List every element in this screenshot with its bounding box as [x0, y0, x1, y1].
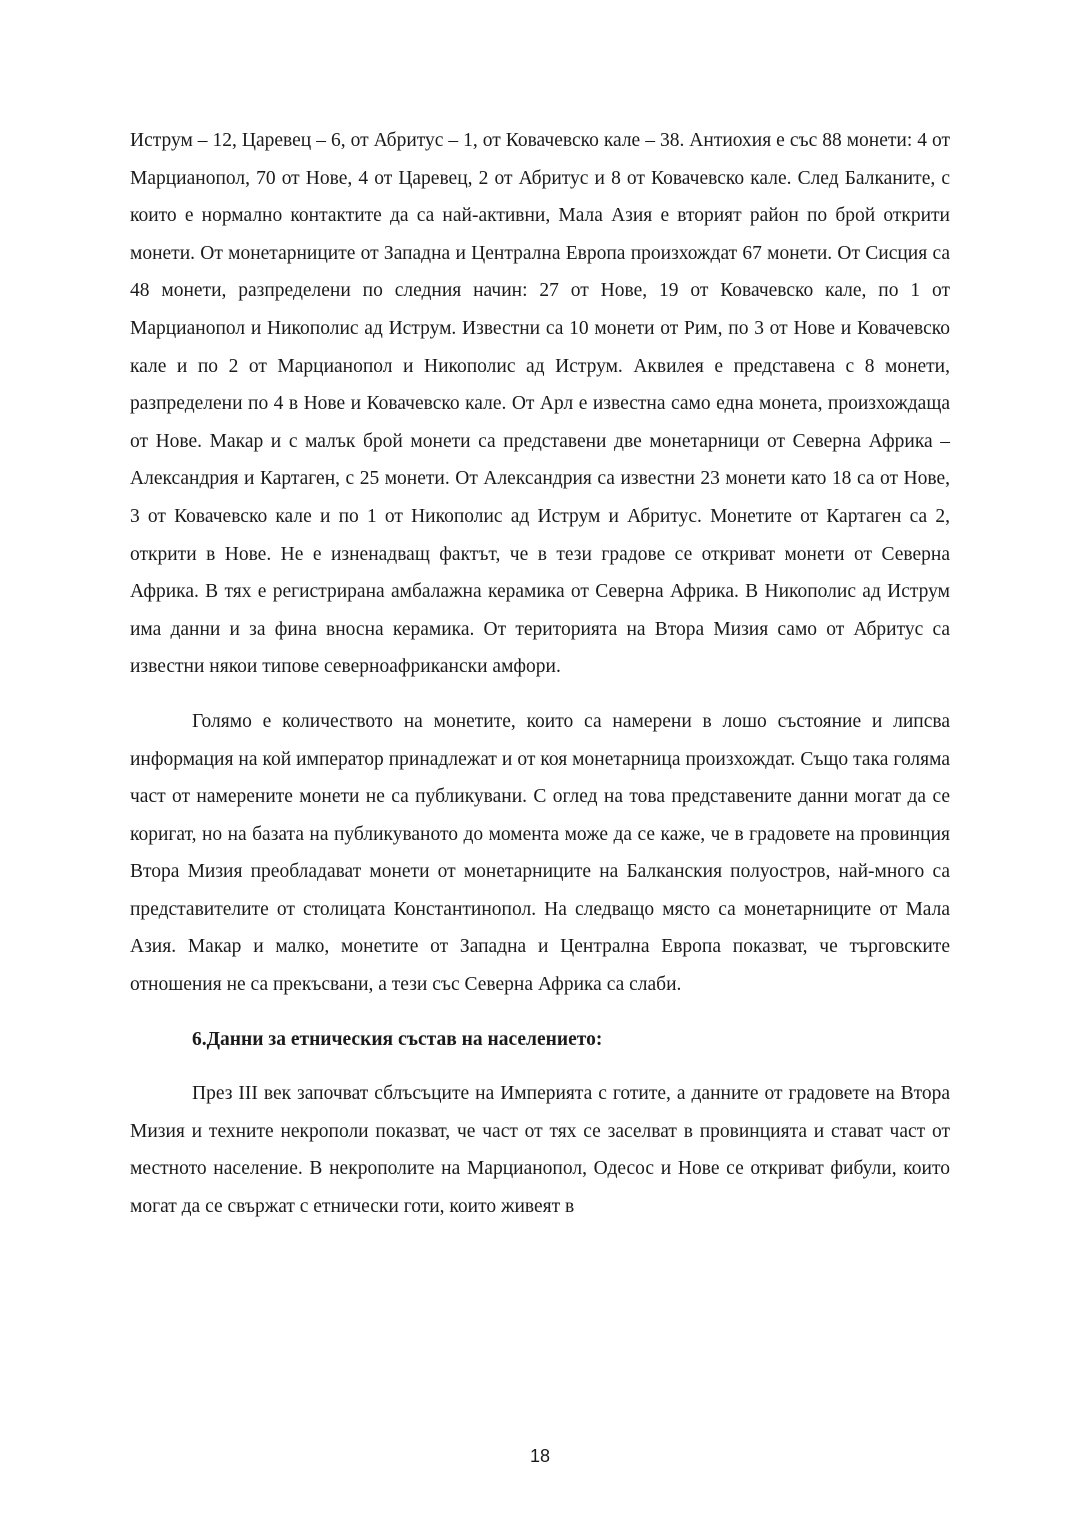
section-heading: 6.Данни за етническия състав на населението: [192, 1028, 603, 1050]
section-paragraph: През III век започват сблъсъците на Империята с готите, а данните от градовете на Втора Мизия и техните некрополи показват, че част от тях се заселват в провинцията и стават част от местното население. В некрополите на Марцианопол, Одесос и Нове се откриват фибули, които могат да се свържат с етнически готи, които живеят в [130, 1083, 950, 1218]
document-page [130, 122, 950, 1226]
body-paragraph-2: Голямо е количеството на монетите, които са намерени в лошо състояние и липсва информация на кой император принадлежат и от коя монетарница произхождат. Също така голяма част от намерените монети не са публикувани. С оглед на това представените данни могат да се коригат, но на базата на публикуваното до момента може да се каже, че в градовете на провинция Втора Мизия преобладават монети от монетарниците на Балканския полуостров, най-много са представителите от столицата Константинопол. На следващо място са монетарниците от Мала Азия. Макар и малко, монетите от Западна и Централна Европа показват, че търговските отношения не са прекъсвани, а тези със Северна Африка са слаби. [130, 710, 950, 996]
body-paragraph-1: Иструм – 12, Царевец – 6, от Абритус – 1, от Ковачевско кале – 38. Антиохия е със 88 монети: 4 от Марцианопол, 70 от Нове, 4 от Царевец, 2 от Абритус и 8 от Ковачевско кале. След Балканите, с които е нормално контактите да са най-активни, Мала Азия е вторият район по брой открити монети. От монетарниците от Западна и Централна Европа произхождат 67 монети. От Сисция са 48 монети, разпределени по следния начин: 27 от Нове, 19 от Ковачевско кале, по 1 от Марцианопол и Никополис ад Иструм. Известни са 10 монети от Рим, по 3 от Нове и Ковачевско кале и по 2 от Марцианопол и Никополис ад Иструм. Аквилея е представена с 8 монети, разпределени по 4 в Нове и Ковачевско кале. От Арл е известна само една монета, произхождаща от Нове. Макар и с малък брой монети са представени две монетарници от Северна Африка – Александрия и Картаген, с 25 монети. От Александрия са известни 23 монети като 18 са от Нове, 3 от Ковачевско кале и по 1 от Никополис ад Иструм и Абритус. Монетите от Картаген са 2, открити в Нове. Не е изненадващ фактът, че в тези градове се откриват монети от Северна Африка. В тях е регистрирана амбалажна керамика от Северна Африка. В Никополис ад Иструм има данни и за фина вносна керамика. От територията на Втора Мизия само от Абритус са известни някои типове северноафрикански амфори. [130, 130, 950, 678]
page-number: 18 [529, 1446, 551, 1466]
